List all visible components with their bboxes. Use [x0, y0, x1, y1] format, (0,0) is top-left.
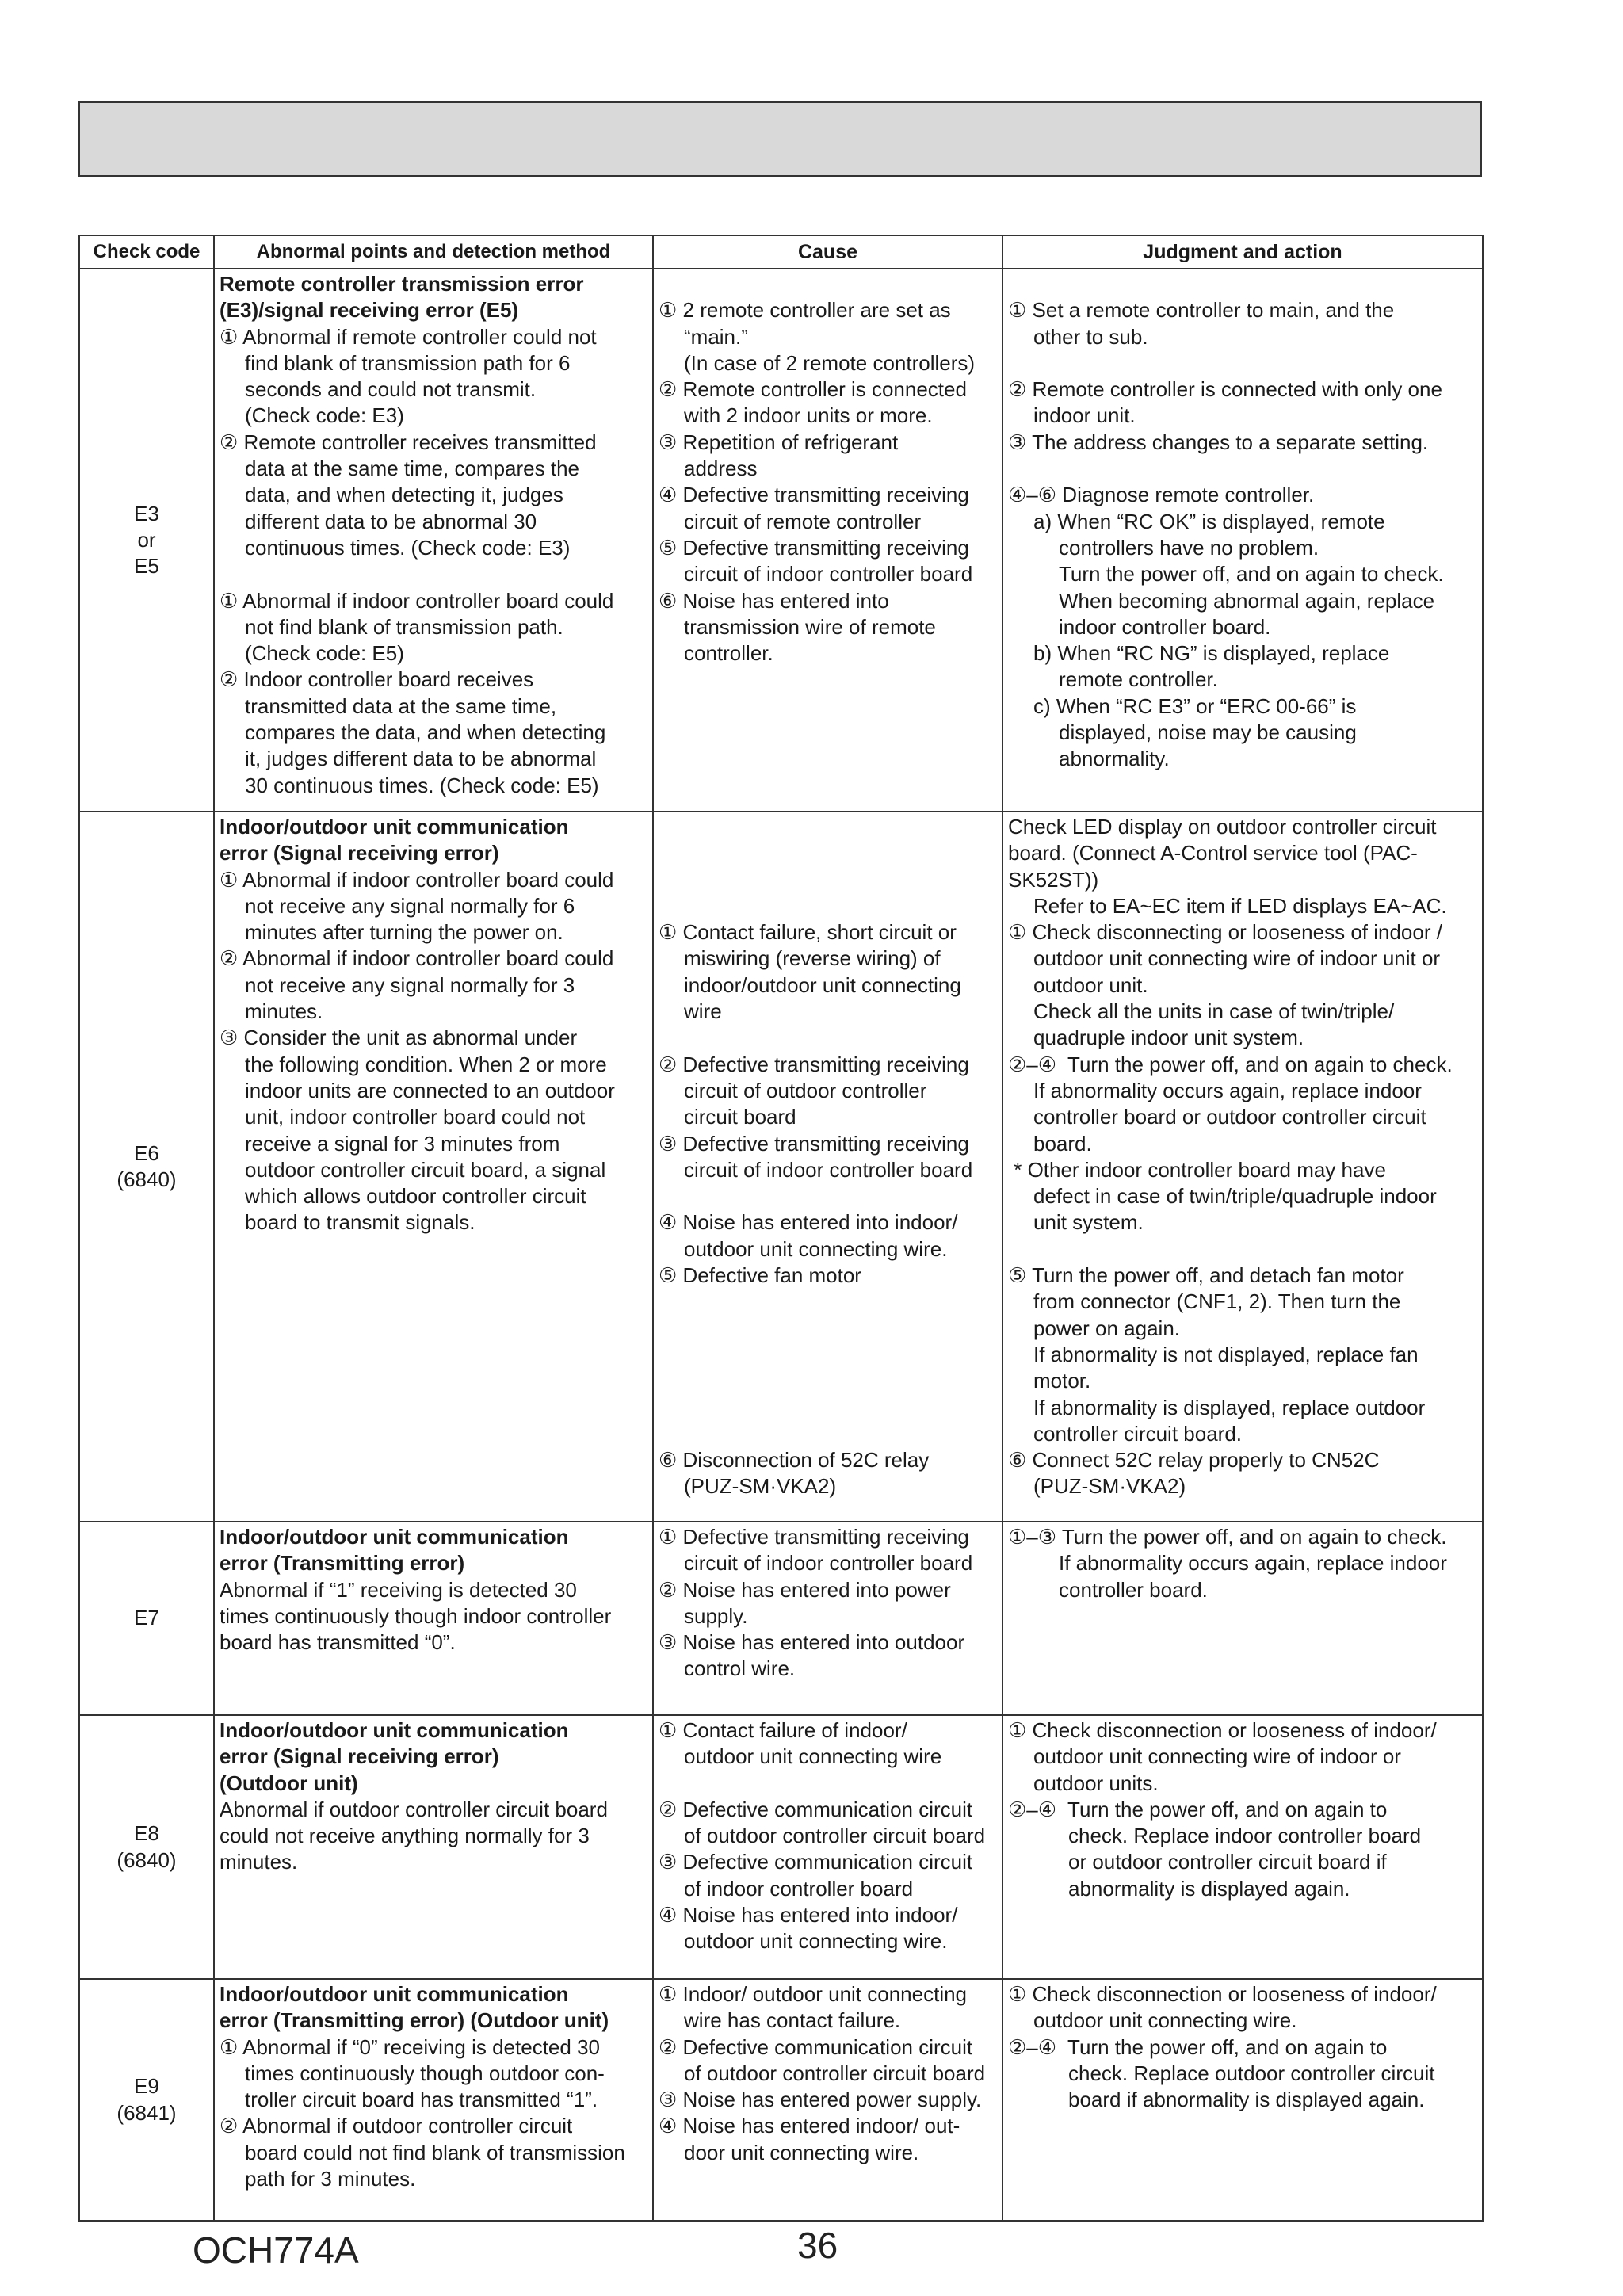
cause-line: wire: [684, 999, 722, 1024]
detection-line: transmitted data at the same time,: [245, 693, 557, 718]
action-line: board.: [1033, 1131, 1092, 1156]
cause-line: ② Noise has entered into power: [659, 1577, 951, 1602]
action-line: power on again.: [1033, 1316, 1181, 1340]
cause-cell: [653, 812, 1002, 1522]
action-cell: [1002, 269, 1483, 812]
cause-line: of outdoor controller circuit board: [684, 1824, 986, 1848]
cause-line: ④ Noise has entered into indoor/: [659, 1903, 958, 1927]
error-code-table: [78, 235, 1484, 2222]
table-row: [79, 1715, 1483, 1979]
cause-line: transmission wire of remote: [684, 614, 936, 639]
action-line: outdoor unit connecting wire of indoor or: [1033, 1744, 1401, 1769]
action-line: unit system.: [1033, 1210, 1144, 1235]
detection-line: Abnormal if “1” receiving is detected 30: [220, 1577, 577, 1602]
check-code-cell: [79, 1522, 214, 1715]
action-line: check. Replace indoor controller board: [1068, 1824, 1422, 1848]
cause-line: of outdoor controller circuit board: [684, 2061, 986, 2085]
check-code: E7: [134, 1606, 159, 1630]
cause-cell: [653, 1715, 1002, 1979]
action-line: quadruple indoor unit system.: [1033, 1026, 1304, 1050]
detection-line: (Check code: E5): [245, 641, 404, 666]
detection-line: board has transmitted “0”.: [220, 1630, 456, 1655]
detection-line: ① Abnormal if indoor controller board could: [220, 588, 614, 613]
cause-line: ② Defective communication circuit: [659, 1797, 973, 1821]
detection-line: minutes.: [245, 999, 323, 1024]
check-code-cell: [79, 1715, 214, 1979]
check-code: (6841): [116, 2100, 177, 2125]
detection-line: error (Transmitting error): [220, 1551, 465, 1576]
detection-line: compares the data, and when detecting: [245, 720, 606, 745]
cause-line: outdoor unit connecting wire.: [684, 1236, 948, 1261]
detection-line: ① Abnormal if indoor controller board could: [220, 867, 614, 892]
detection-line: ② Abnormal if outdoor controller circuit: [220, 2114, 573, 2138]
detection-line: outdoor controller circuit board, a signal: [245, 1157, 606, 1182]
detection-line: continuous times. (Check code: E3): [245, 535, 571, 560]
action-line: c) When “RC E3” or “ERC 00-66” is: [1033, 693, 1357, 718]
cause-line: ② Remote controller is connected: [659, 377, 967, 402]
cause-line: [659, 1025, 997, 1051]
action-line: indoor controller board.: [1059, 614, 1271, 639]
detection-cell: [214, 1979, 653, 2221]
cause-line: circuit of indoor controller board: [684, 1551, 973, 1576]
cause-line: wire has contact failure.: [684, 2008, 901, 2033]
cause-cell: [653, 269, 1002, 812]
detection-line: minutes.: [220, 1850, 298, 1874]
header-cause: Cause: [653, 235, 1002, 269]
cause-line: ④ Defective transmitting receiving: [659, 483, 969, 507]
detection-line: seconds and could not transmit.: [245, 377, 537, 402]
cause-line: outdoor unit connecting wire.: [684, 1929, 948, 1954]
detection-line: ② Abnormal if indoor controller board could: [220, 946, 614, 971]
cause-line: of indoor controller board: [684, 1876, 914, 1901]
action-cell: [1002, 812, 1483, 1522]
action-line: * Other indoor controller board may have: [1008, 1157, 1386, 1182]
cause-line: ① 2 remote controller are set as: [659, 298, 951, 323]
cause-line: miswiring (reverse wiring) of: [684, 946, 941, 971]
cause-line: ③ Noise has entered into outdoor: [659, 1630, 965, 1655]
detection-line: the following condition. When 2 or more: [245, 1052, 607, 1076]
detection-line: error (Transmitting error) (Outdoor unit): [220, 2008, 609, 2033]
action-line: If abnormality occurs again, replace indoor: [1033, 1078, 1422, 1102]
action-line: ②–④ Turn the power off, and on again to: [1008, 2034, 1388, 2059]
cause-line: ① Contact failure, short circuit or: [659, 920, 957, 945]
cause-cell: [653, 1522, 1002, 1715]
cause-line: ④ Noise has entered indoor/ out-: [659, 2114, 960, 2138]
table-row: [79, 1979, 1483, 2221]
detection-line: Indoor/outdoor unit communication: [220, 815, 569, 839]
action-line: a) When “RC OK” is displayed, remote: [1033, 509, 1385, 533]
action-line: abnormality.: [1059, 747, 1170, 771]
cause-line: indoor/outdoor unit connecting: [684, 972, 961, 997]
check-code: or: [137, 527, 156, 552]
cause-line: door unit connecting wire.: [684, 2140, 919, 2164]
cause-line: ③ Repetition of refrigerant: [659, 430, 899, 454]
check-code-cell: [79, 1979, 214, 2221]
action-cell: [1002, 1979, 1483, 2221]
detection-line: find blank of transmission path for 6: [245, 350, 571, 375]
cause-line: [659, 1368, 997, 1394]
cause-line: controller.: [684, 641, 773, 666]
detection-line: ① Abnormal if remote controller could not: [220, 324, 597, 349]
action-line: [1008, 271, 1477, 297]
action-line: or outdoor controller circuit board if: [1068, 1850, 1387, 1874]
action-line: ① Check disconnection or looseness of indoor/: [1008, 1982, 1437, 2006]
detection-line: ② Remote controller receives transmitted: [220, 430, 597, 454]
page-number: 36: [797, 2225, 838, 2266]
action-line: ⑤ Turn the power off, and detach fan motor: [1008, 1263, 1404, 1288]
cause-line: ① Contact failure of indoor/: [659, 1718, 907, 1742]
cause-line: [659, 867, 997, 893]
detection-line: times continuously though outdoor con-: [245, 2061, 605, 2085]
action-line: outdoor unit connecting wire.: [1033, 2008, 1297, 2033]
check-code: E5: [134, 554, 159, 579]
action-line: [1008, 456, 1477, 482]
table-row: [79, 812, 1483, 1522]
document-id: OCH774A: [193, 2229, 359, 2271]
detection-line: Abnormal if outdoor controller circuit board: [220, 1797, 608, 1821]
check-code: (6840): [116, 1847, 177, 1872]
action-line: ③ The address changes to a separate setting.: [1008, 430, 1429, 454]
cause-line: [659, 1183, 997, 1209]
cause-line: circuit board: [684, 1105, 796, 1129]
action-line: Check all the units in case of twin/triple/: [1033, 999, 1395, 1024]
detection-line: data, and when detecting it, judges: [245, 483, 563, 507]
detection-line: Indoor/outdoor unit communication: [220, 1982, 569, 2006]
detection-line: error (Signal receiving error): [220, 841, 499, 865]
action-line: motor.: [1033, 1369, 1091, 1393]
cause-line: [659, 1395, 997, 1421]
header-detection: Abnormal points and detection method: [214, 235, 653, 269]
detection-line: (Outdoor unit): [220, 1771, 358, 1795]
detection-line: not receive any signal normally for 3: [245, 972, 575, 997]
cause-line: [659, 1316, 997, 1342]
detection-cell: [214, 1522, 653, 1715]
cause-line: [659, 1342, 997, 1368]
action-line: outdoor units.: [1033, 1771, 1159, 1795]
cause-line: [659, 1421, 997, 1447]
action-line: outdoor unit connecting wire of indoor unit or: [1033, 946, 1441, 971]
cause-line: [659, 1289, 997, 1315]
action-line: ① Check disconnection or looseness of indoor/: [1008, 1718, 1437, 1742]
action-line: ②–④ Turn the power off, and on again to: [1008, 1797, 1388, 1821]
action-line: controller board.: [1059, 1577, 1208, 1602]
detection-line: ③ Consider the unit as abnormal under: [220, 1026, 578, 1050]
cause-line: ① Indoor/ outdoor unit connecting: [659, 1982, 968, 2006]
action-line: ④–⑥ Diagnose remote controller.: [1008, 483, 1315, 507]
detection-cell: [214, 812, 653, 1522]
action-line: remote controller.: [1059, 667, 1218, 692]
action-line: defect in case of twin/triple/quadruple indoor: [1033, 1184, 1437, 1209]
action-cell: [1002, 1715, 1483, 1979]
cause-line: ⑥ Disconnection of 52C relay: [659, 1448, 930, 1473]
cause-line: [659, 271, 997, 297]
cause-line: [659, 1771, 997, 1797]
action-line: ②–④ Turn the power off, and on again to check.: [1008, 1052, 1453, 1076]
header-action: Judgment and action: [1002, 235, 1483, 269]
cause-line: circuit of indoor controller board: [684, 1157, 973, 1182]
check-code: E6: [134, 1140, 159, 1165]
cause-line: circuit of remote controller: [684, 509, 922, 533]
action-line: Check LED display on outdoor controller circuit: [1008, 815, 1437, 839]
detection-line: error (Signal receiving error): [220, 1744, 499, 1769]
detection-line: [220, 561, 647, 587]
cause-line: [659, 840, 997, 866]
cause-line: ⑥ Noise has entered into: [659, 588, 889, 613]
check-code-cell: [79, 812, 214, 1522]
check-code: E9: [134, 2074, 159, 2099]
table-row: [79, 269, 1483, 812]
action-line: displayed, noise may be causing: [1059, 720, 1357, 745]
detection-line: unit, indoor controller board could not: [245, 1105, 586, 1129]
cause-line: circuit of indoor controller board: [684, 562, 973, 586]
cause-line: ③ Noise has entered power supply.: [659, 2088, 982, 2112]
action-line: SK52ST)): [1008, 867, 1099, 892]
action-line: ② Remote controller is connected with only one: [1008, 377, 1442, 402]
cause-line: ③ Defective transmitting receiving: [659, 1131, 969, 1156]
cause-line: supply.: [684, 1603, 748, 1628]
action-line: b) When “RC NG” is displayed, replace: [1033, 641, 1390, 666]
action-line: controllers have no problem.: [1059, 535, 1319, 560]
action-line: ⑥ Connect 52C relay properly to CN52C: [1008, 1448, 1380, 1473]
cause-line: ② Defective transmitting receiving: [659, 1052, 969, 1076]
action-line: controller circuit board.: [1033, 1421, 1242, 1446]
detection-line: minutes after turning the power on.: [245, 920, 563, 945]
action-line: (PUZ-SM·VKA2): [1033, 1474, 1186, 1499]
detection-line: 30 continuous times. (Check code: E5): [245, 773, 599, 797]
action-line: If abnormality is not displayed, replace fan: [1033, 1342, 1419, 1366]
cause-line: ⑤ Defective transmitting receiving: [659, 535, 969, 560]
detection-line: troller circuit board has transmitted “1”.: [245, 2088, 598, 2112]
action-line: [1008, 350, 1477, 376]
action-line: [1008, 1236, 1477, 1263]
action-line: indoor unit.: [1033, 403, 1136, 428]
detection-line: (Check code: E3): [245, 403, 404, 428]
header-check-code: Check code: [79, 235, 214, 269]
cause-line: address: [684, 457, 758, 481]
detection-line: which allows outdoor controller circuit: [245, 1184, 586, 1209]
detection-line: receive a signal for 3 minutes from: [245, 1131, 560, 1156]
cause-line: circuit of outdoor controller: [684, 1078, 927, 1102]
check-code: E8: [134, 1821, 159, 1846]
detection-line: (E3)/signal receiving error (E5): [220, 298, 519, 323]
action-line: ① Set a remote controller to main, and the: [1008, 298, 1395, 323]
detection-cell: [214, 269, 653, 812]
action-cell: [1002, 1522, 1483, 1715]
cause-line: ④ Noise has entered into indoor/: [659, 1210, 958, 1235]
detection-line: board could not find blank of transmission: [245, 2140, 625, 2164]
cause-line: (PUZ-SM·VKA2): [684, 1474, 837, 1499]
action-line: Turn the power off, and on again to check.: [1059, 562, 1444, 586]
action-line: abnormality is displayed again.: [1068, 1876, 1350, 1901]
action-line: outdoor unit.: [1033, 972, 1148, 997]
cause-line: with 2 indoor units or more.: [684, 403, 933, 428]
action-line: ①–③ Turn the power off, and on again to check.: [1008, 1525, 1447, 1549]
detection-line: different data to be abnormal 30: [245, 509, 537, 533]
detection-line: could not receive anything normally for 3: [220, 1824, 590, 1848]
cause-line: “main.”: [684, 324, 748, 349]
detection-line: indoor units are connected to an outdoor: [245, 1078, 615, 1102]
action-line: board if abnormality is displayed again.: [1068, 2088, 1425, 2112]
action-line: Refer to EA~EC item if LED displays EA~AC.: [1033, 893, 1447, 918]
cause-line: ③ Defective communication circuit: [659, 1850, 973, 1874]
header-bar: [78, 101, 1482, 177]
action-line: other to sub.: [1033, 324, 1148, 349]
cause-line: ② Defective communication circuit: [659, 2034, 973, 2059]
cause-cell: [653, 1979, 1002, 2221]
detection-line: times continuously though indoor controller: [220, 1603, 612, 1628]
action-line: When becoming abnormal again, replace: [1059, 588, 1435, 613]
table-row: [79, 1522, 1483, 1715]
detection-line: data at the same time, compares the: [245, 457, 579, 481]
action-line: If abnormality occurs again, replace indoor: [1059, 1551, 1447, 1576]
detection-cell: [214, 1715, 653, 1979]
action-line: controller board or outdoor controller circuit: [1033, 1105, 1426, 1129]
detection-line: ② Indoor controller board receives: [220, 667, 534, 692]
action-line: If abnormality is displayed, replace outdoor: [1033, 1395, 1426, 1419]
cause-line: control wire.: [684, 1656, 796, 1681]
detection-line: not receive any signal normally for 6: [245, 893, 575, 918]
action-line: check. Replace outdoor controller circuit: [1068, 2061, 1435, 2085]
detection-line: it, judges different data to be abnormal: [245, 747, 597, 771]
detection-line: ① Abnormal if “0” receiving is detected 30: [220, 2034, 600, 2059]
detection-line: board to transmit signals.: [245, 1210, 475, 1235]
action-line: from connector (CNF1, 2). Then turn the: [1033, 1289, 1401, 1314]
check-code-cell: [79, 269, 214, 812]
detection-line: not find blank of transmission path.: [245, 614, 563, 639]
cause-line: outdoor unit connecting wire: [684, 1744, 942, 1769]
detection-line: path for 3 minutes.: [245, 2167, 416, 2191]
action-line: ① Check disconnecting or looseness of indoor /: [1008, 920, 1442, 945]
detection-line: Indoor/outdoor unit communication: [220, 1525, 569, 1549]
cause-line: (In case of 2 remote controllers): [684, 350, 976, 375]
detection-line: Remote controller transmission error: [220, 272, 584, 296]
cause-line: [659, 814, 997, 840]
check-code: (6840): [116, 1167, 177, 1191]
detection-line: Indoor/outdoor unit communication: [220, 1718, 569, 1742]
action-line: board. (Connect A-Control service tool (PAC-: [1008, 841, 1418, 865]
cause-line: ⑤ Defective fan motor: [659, 1263, 861, 1288]
check-code: E3: [134, 501, 159, 525]
cause-line: ① Defective transmitting receiving: [659, 1525, 969, 1549]
table-header-row: [79, 235, 1483, 269]
cause-line: [659, 893, 997, 919]
